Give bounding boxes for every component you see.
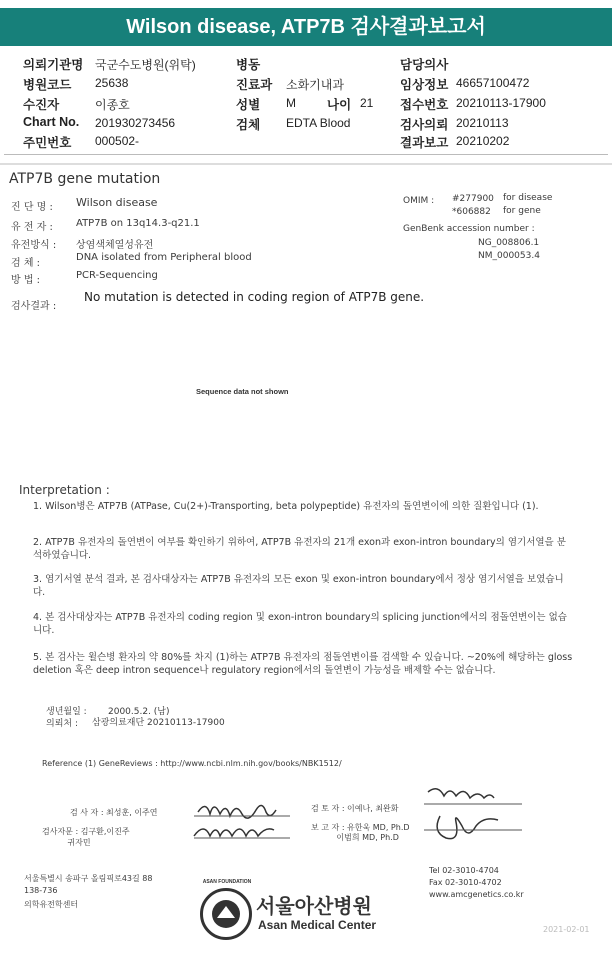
genbank-label: GenBenk accession number : — [403, 224, 535, 234]
diagnosis-label: 진 단 명 : — [11, 202, 53, 213]
value-department: 소화기내과 — [286, 78, 344, 92]
gene-label: 유 전 자 : — [11, 222, 53, 233]
tel: Tel 02-3010-4704 — [429, 866, 499, 875]
examiner-signature — [190, 786, 300, 846]
hospital-name-en: Asan Medical Center — [258, 918, 377, 932]
label-attending-physician: 담당의사 — [400, 58, 449, 72]
address-line-1: 서울특별시 송파구 올림픽로43길 88 — [24, 874, 153, 883]
value-patient-name: 이종호 — [95, 98, 130, 112]
reference: Reference (1) GeneReviews : http://www.ncbi.nlm.nih.gov/books/NBK1512/ — [42, 759, 342, 768]
header-divider — [4, 154, 608, 155]
birth-label: 생년월일 : — [46, 707, 87, 717]
label-sex: 성별 — [236, 98, 261, 112]
method-label: 방 법 : — [11, 275, 41, 286]
value-age: 21 — [360, 96, 374, 110]
label-specimen: 검체 — [236, 118, 261, 132]
birth-value: 2000.5.2. (남) — [108, 707, 170, 717]
reporter: 보 고 자 : 유한욱 MD, Ph.D 이범희 MD, Ph.D — [311, 823, 410, 842]
examiner: 검 사 자 : 최성훈, 이주연 — [70, 808, 158, 817]
interpretation-item: 2. ATP7B 유전자의 돌연변이 여부를 확인하기 위하여, ATP7B 유전자의 21개 exon과 exon-intron boundary의 염기서열을 분석하였습니다. — [33, 537, 566, 561]
interpretation-item: 5. 본 검사는 윌슨병 환자의 약 80%를 차지 (1)하는 ATP7B 유전자의 점돌연변이를 검색할 수 있습니다. ~20%에 해당하는 gloss deletion 혹은 deep intron sequence나 regulatory region에서의 돌연변이 가능성을 배제할 수는 없습니다. — [33, 652, 573, 676]
value-request-date: 20210113 — [456, 116, 509, 130]
label-requesting-institution: 의뢰기관명 — [23, 58, 84, 72]
label-receipt-no: 접수번호 — [400, 98, 449, 112]
value-report-date: 20210202 — [456, 134, 510, 148]
logo-text: ASAN FOUNDATION — [202, 879, 252, 885]
label-department: 진료과 — [236, 78, 273, 92]
label-ward: 병동 — [236, 58, 261, 72]
asan-foundation-logo — [200, 879, 252, 940]
gene-value: ATP7B on 13q14.3-q21.1 — [76, 218, 200, 229]
method-value: PCR-Sequencing — [76, 270, 158, 281]
omim-label: OMIM : — [403, 196, 435, 206]
label-report-date: 결과보고 — [400, 136, 449, 150]
stamp-date: 2021-02-01 — [543, 925, 590, 934]
interpretation-item: 3. 염기서열 분석 결과, 본 검사대상자는 ATP7B 유전자의 모든 exon 및 exon-intron boundary에서 정상 염기서열을 보였습니다. — [33, 574, 564, 598]
sequence-note: Sequence data not shown — [196, 387, 289, 396]
value-chart-no: 201930273456 — [95, 116, 176, 130]
interpretation-item: 4. 본 검사대상자는 ATP7B 유전자의 coding region 및 exon-intron boundary의 splicing junction에서의 점돌연변이는 없습니다. — [33, 612, 567, 636]
omim-disease-note: for disease — [503, 193, 553, 203]
genbank-nm: NM_000053.4 — [478, 251, 540, 261]
omim-gene-note: for gene — [503, 206, 541, 216]
fax: Fax 02-3010-4702 — [429, 878, 502, 887]
label-chart-no: Chart No. — [23, 115, 80, 129]
value-sex: M — [286, 96, 296, 110]
genbank-ng: NG_008806.1 — [478, 238, 540, 248]
label-resident-no: 주민번호 — [23, 136, 72, 150]
report-heading: ATP7B gene mutation — [9, 171, 161, 187]
value-resident-no: 000502- — [95, 134, 140, 148]
diagnosis-value: Wilson disease — [76, 196, 158, 209]
label-patient-name: 수진자 — [23, 98, 60, 112]
label-clinical-info: 임상정보 — [400, 78, 449, 92]
label-request-date: 검사의뢰 — [400, 118, 449, 132]
interpretation-heading: Interpretation : — [19, 483, 110, 497]
reviewer-signature — [418, 780, 528, 850]
value-requesting-institution: 국군수도병원(위탁) — [95, 58, 196, 72]
value-receipt-no: 20210113-17900 — [456, 96, 546, 110]
hospital-name-ko: 서울아산병원 — [256, 894, 372, 918]
inheritance-label: 유전방식 : — [11, 240, 57, 251]
confirmer: 검사자문 : 김구환,이진주 귀자민 — [42, 827, 130, 847]
report-title: Wilson disease, ATP7B 검사결과보고서 — [0, 8, 612, 46]
address-line-3: 의학유전학센터 — [24, 900, 79, 909]
label-age: 나이 — [327, 98, 352, 112]
address-line-2: 138-736 — [24, 886, 58, 895]
result-value: No mutation is detected in coding region of ATP7B gene. — [84, 290, 425, 304]
inheritance-value: 상염색체열성유전 — [76, 240, 154, 251]
recorder: 검 토 자 : 이예나, 최완화 — [311, 804, 399, 813]
result-label: 검사결과 : — [11, 301, 57, 312]
specimen-value: DNA isolated from Peripheral blood — [76, 252, 252, 263]
client-label: 의뢰처 : — [46, 719, 78, 729]
specimen-label: 검 체 : — [11, 258, 41, 269]
value-hospital-code: 25638 — [95, 76, 129, 90]
omim-disease-id: #277900 — [452, 194, 494, 204]
website: www.amcgenetics.co.kr — [429, 890, 524, 899]
omim-gene-id: *606882 — [452, 207, 491, 217]
client-value: 삼광의료재단 20210113-17900 — [92, 718, 225, 728]
scan-edge — [0, 163, 612, 165]
interpretation-item: 1. Wilson병은 ATP7B (ATPase, Cu(2+)-Transporting, beta polypeptide) 유전자의 돌연변이에 의한 질환입니다 (1). — [33, 501, 539, 512]
label-hospital-code: 병원코드 — [23, 78, 72, 92]
value-clinical-info: 46657100472 — [456, 76, 530, 90]
value-specimen: EDTA Blood — [286, 116, 351, 130]
